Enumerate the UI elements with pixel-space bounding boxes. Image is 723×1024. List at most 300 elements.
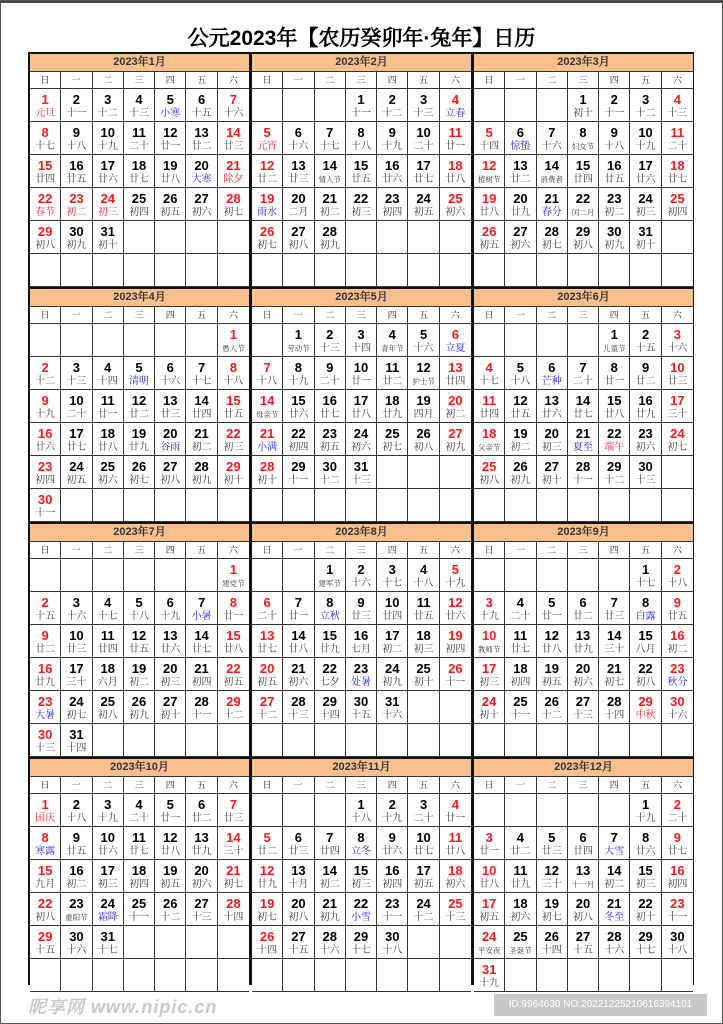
day-cell [93,592,124,625]
empty-cell [662,221,693,254]
lunar-label: 十八 [667,945,688,956]
weekday-label: 二 [93,542,124,558]
empty-cell [537,794,568,827]
lunar-label: 廿六 [97,174,118,185]
lunar-label: 元旦 [35,108,56,119]
day-cell [568,691,599,724]
lunar-label: 廿一 [160,813,181,824]
day-cell [61,860,92,893]
day-number: 15 [322,628,337,643]
day-cell [61,592,92,625]
day-number: 5 [548,830,556,845]
weekday-label: 三 [568,777,599,793]
lunar-label: 十五 [35,945,56,956]
lunar-label: 三十 [604,644,625,655]
lunar-label: 初二 [604,879,625,890]
weekday-label: 二 [537,72,568,88]
day-number: 18 [416,628,431,643]
day-cell [155,794,186,827]
day-number: 23 [385,896,400,911]
day-number: 25 [513,929,528,944]
day-number: 1 [229,562,237,577]
day-number: 9 [610,125,618,140]
month-header: 2023年9月 [474,524,693,542]
day-number: 25 [131,191,147,206]
empty-cell [505,794,536,827]
lunar-label: 廿二 [572,611,593,622]
lunar-label: 廿三 [223,141,244,152]
empty-cell [568,559,599,592]
lunar-label: 初四 [128,207,149,218]
lunar-label: 十八 [128,611,149,622]
empty-cell [61,324,92,357]
weekday-label: 六 [672,780,682,790]
lunar-label: 十六 [382,710,403,721]
month-header: 2023年7月 [30,524,249,542]
day-number: 1 [294,327,303,342]
day-cell [377,860,408,893]
day-number: 9 [388,125,396,140]
lunar-label: 廿五 [128,644,149,655]
day-number: 25 [670,191,685,206]
empty-cell [93,324,124,357]
lunar-label: 十七 [382,578,403,589]
day-cell [346,390,377,423]
day-number: 23 [353,661,369,676]
lunar-label: 廿六 [160,644,181,655]
day-cell [315,357,346,390]
day-cell [568,658,599,691]
lunar-label: 二十 [667,813,688,824]
lunar-label: 廿八 [479,207,500,218]
day-cell [568,423,599,456]
day-number: 26 [416,426,431,441]
day-number: 17 [69,661,84,676]
day-cell [252,926,283,959]
lunar-label: 初四 [667,207,688,218]
day-cell [218,860,249,893]
lunar-label: 廿六 [541,409,562,420]
day-number: 16 [638,393,653,408]
lunar-label: 廿六 [382,846,403,857]
day-cell [377,625,408,658]
day-cell [662,860,693,893]
empty-cell [186,724,217,757]
day-number: 3 [104,797,112,812]
day-number: 2 [72,92,81,107]
lunar-label: 初二 [667,644,688,655]
lunar-label: 二十 [257,611,278,622]
weekday-label: 三 [346,72,377,88]
lunar-label: 廿八 [604,409,625,420]
day-number: 8 [610,360,618,375]
lunar-label: 十九 [35,409,56,420]
lunar-label: 十二 [160,912,181,923]
lunar-label: 初六 [97,475,118,486]
day-number: 15 [37,863,53,878]
lunar-label: 十一 [35,508,56,519]
lunar-label: 消费者 [540,175,563,184]
day-cell [93,625,124,658]
day-cell [346,691,377,724]
lunar-label: 初二 [382,644,403,655]
lunar-label: 大暑 [35,710,56,721]
day-cell [283,155,314,188]
empty-cell [155,221,186,254]
day-cell [440,122,471,155]
weekday-label: 日 [30,542,61,558]
day-cell [315,893,346,926]
day-cell [186,860,217,893]
day-number: 26 [544,694,559,709]
empty-cell [474,254,505,287]
day-cell [537,691,568,724]
day-cell [440,592,471,625]
lunar-label: 廿三 [288,846,309,857]
lunar-label: 十三 [635,475,656,486]
lunar-label: 初七 [604,677,625,688]
day-number: 3 [485,595,493,610]
weekday-label: 六 [672,310,682,320]
day-number: 2 [388,797,396,812]
lunar-label: 十四 [66,743,87,754]
day-number: 9 [388,830,396,845]
day-cell [505,625,536,658]
day-number: 3 [419,797,428,812]
day-number: 23 [385,191,400,206]
lunar-label: 七月 [350,644,371,655]
empty-cell [283,724,314,757]
day-number: 6 [451,327,459,342]
empty-cell [599,254,630,287]
lunar-label: 初九 [382,677,403,688]
lunar-label: 儿童节 [603,344,626,353]
day-cell [662,658,693,691]
day-number: 2 [641,327,650,342]
lunar-label: 十七 [97,945,118,956]
day-number: 2 [673,797,681,812]
day-number: 31 [69,727,84,742]
lunar-label: 初三 [635,207,656,218]
day-number: 25 [416,661,431,676]
lunar-label: 十五 [288,945,309,956]
day-number: 19 [416,393,431,408]
day-cell [218,188,249,221]
day-cell [440,658,471,691]
lunar-label: 初六 [572,677,593,688]
weekday-label: 五 [630,72,661,88]
weekday-label: 五 [186,777,217,793]
day-cell [283,324,314,357]
day-number: 8 [641,595,650,610]
day-cell [283,423,314,456]
lunar-label: 初四 [382,879,403,890]
day-cell [568,221,599,254]
day-cell [93,926,124,959]
day-cell [440,390,471,423]
day-number: 10 [69,393,84,408]
day-number: 24 [69,459,84,474]
lunar-label: 廿二 [191,813,212,824]
day-cell [218,122,249,155]
day-cell [252,122,283,155]
day-cell [537,155,568,188]
weekday-row [252,777,471,794]
day-cell [377,89,408,122]
lunar-label: 廿七 [572,409,593,420]
day-cell [315,860,346,893]
lunar-label: 十二 [382,108,403,119]
lunar-label: 十六 [319,945,340,956]
day-cell [408,559,439,592]
lunar-label: 初七 [257,240,278,251]
day-number: 8 [357,830,365,845]
day-cell [630,357,661,390]
day-cell [93,122,124,155]
day-number: 24 [638,191,653,206]
day-number: 30 [322,459,337,474]
lunar-label: 廿九 [510,879,531,890]
empty-cell [537,559,568,592]
day-number: 22 [226,661,241,676]
day-number: 21 [226,863,241,878]
lunar-label: 初八 [288,912,309,923]
day-number: 6 [197,797,206,812]
day-number: 22 [37,896,53,911]
weekday-label: 五 [630,777,661,793]
day-cell [346,324,377,357]
day-number: 15 [638,628,653,643]
lunar-label: 小寒 [160,108,181,119]
lunar-label: 初三 [479,677,500,688]
lunar-label: 父亲节 [477,443,501,452]
day-cell [630,592,661,625]
day-cell [252,592,283,625]
day-cell [252,357,283,390]
day-cell [474,860,505,893]
lunar-label: 十八 [667,578,688,589]
lunar-label: 廿六 [97,846,118,857]
lunar-label: 十二 [257,710,278,721]
lunar-label: 国庆 [35,813,56,824]
day-cell [474,122,505,155]
day-number: 30 [69,929,84,944]
lunar-label: 元宵 [257,141,278,152]
day-cell [186,592,217,625]
day-number: 11 [513,863,528,878]
empty-cell [124,221,155,254]
lunar-label: 廿七 [66,442,87,453]
lunar-label: 廿一 [160,141,181,152]
lunar-label: 十三 [445,912,466,923]
lunar-label: 廿八 [541,644,562,655]
weekday-label: 日 [30,307,61,323]
day-number: 10 [100,125,115,140]
lunar-label: 十三 [350,475,371,486]
day-number: 13 [544,393,559,408]
day-cell [440,794,471,827]
lunar-label: 十七 [350,945,371,956]
day-cell [346,423,377,456]
empty-cell [30,254,61,287]
day-cell [599,926,630,959]
day-cell [440,155,471,188]
day-cell [155,357,186,390]
lunar-label: 春节 [35,207,56,218]
day-number: 16 [385,863,400,878]
empty-cell [630,959,661,992]
day-cell [346,794,377,827]
lunar-label: 廿七 [667,174,688,185]
day-cell [505,658,536,691]
day-number: 11 [448,125,463,140]
day-cell [30,625,61,658]
lunar-label: 教师节 [477,645,501,654]
day-cell [377,357,408,390]
lunar-label: 十四 [479,141,500,152]
day-cell [30,691,61,724]
day-number: 21 [291,661,306,676]
day-number: 19 [163,158,178,173]
day-cell [61,122,92,155]
lunar-label: 初七 [382,442,403,453]
day-cell [218,390,249,423]
lunar-label: 廿九 [35,677,56,688]
month-header: 2023年6月 [474,289,693,307]
lunar-label: 廿五 [66,174,87,185]
lunar-label: 初六 [350,442,371,453]
day-number: 18 [131,863,147,878]
weekday-label: 二 [315,777,346,793]
day-number: 12 [481,158,497,173]
lunar-label: 初二 [66,879,87,890]
lunar-label: 白露 [635,611,656,622]
month-panel [30,289,249,522]
day-cell [630,860,661,893]
day-number: 14 [226,830,241,845]
empty-cell [408,724,439,757]
empty-cell [474,324,505,357]
day-cell [124,423,155,456]
day-number: 29 [607,459,622,474]
lunar-label: 十二 [604,475,625,486]
day-number: 12 [163,125,178,140]
empty-cell [252,559,283,592]
day-number: 23 [638,426,653,441]
day-cell [252,625,283,658]
empty-cell [537,724,568,757]
lunar-label: 廿五 [66,846,87,857]
day-cell [440,324,471,357]
empty-cell [630,254,661,287]
day-number: 19 [513,426,528,441]
weekday-label: 三 [124,307,155,323]
day-number: 28 [259,459,275,474]
lunar-label: 重阳节 [65,913,88,922]
weekday-label: 三 [124,72,155,88]
day-number: 31 [353,459,369,474]
day-number: 3 [72,595,81,610]
day-cell [283,691,314,724]
weekday-row [30,777,249,794]
weekday-row [474,72,693,89]
lunar-label: 十月 [288,879,309,890]
day-number: 13 [259,628,275,643]
lunar-label: 廿二 [257,174,278,185]
day-cell [218,155,249,188]
lunar-label: 十三 [66,376,87,387]
day-cell [662,188,693,221]
day-cell [155,691,186,724]
lunar-label: 清明 [128,376,149,387]
lunar-label: 廿五 [223,409,244,420]
month-header: 2023年10月 [30,759,249,777]
lunar-label: 初四 [667,879,688,890]
day-number: 7 [610,595,618,610]
day-number: 26 [448,661,463,676]
empty-cell [630,489,661,522]
day-cell [124,456,155,489]
lunar-label: 初二 [319,207,340,218]
day-cell [93,357,124,390]
lunar-label: 十九 [160,611,181,622]
weekday-label: 日 [252,72,283,88]
day-cell [315,324,346,357]
lunar-label: 初九 [191,475,212,486]
lunar-label: 六月 [97,677,118,688]
day-number: 29 [638,929,653,944]
day-cell [252,893,283,926]
day-number: 27 [575,694,591,709]
day-number: 25 [448,896,463,911]
day-number: 21 [322,896,337,911]
day-number: 11 [132,830,146,845]
day-cell [186,456,217,489]
weekday-label: 六 [228,310,238,320]
day-number: 25 [100,694,115,709]
lunar-label: 廿九 [257,879,278,890]
day-cell [599,827,630,860]
lunar-label: 廿二 [510,846,531,857]
day-number: 19 [259,191,275,206]
day-number: 17 [100,158,115,173]
day-cell [315,390,346,423]
empty-cell [440,456,471,489]
weekday-label: 一 [505,72,536,88]
day-number: 7 [579,360,587,375]
lunar-label: 十六 [413,343,434,354]
day-number: 5 [166,797,174,812]
lunar-label: 十八 [510,376,531,387]
day-cell [568,827,599,860]
day-number: 21 [607,896,622,911]
day-number: 21 [544,191,559,206]
weekday-label: 日 [474,307,505,323]
lunar-label: 七夕 [319,677,340,688]
day-cell [61,625,92,658]
day-number: 19 [544,661,559,676]
lunar-label: 十一 [66,108,87,119]
day-grid [474,559,693,757]
day-cell [662,926,693,959]
lunar-label: 初十 [257,475,278,486]
lunar-label: 廿八 [160,846,181,857]
day-number: 13 [194,830,209,845]
day-number: 19 [259,896,275,911]
day-cell [505,456,536,489]
day-number: 17 [100,863,115,878]
day-number: 15 [575,158,591,173]
